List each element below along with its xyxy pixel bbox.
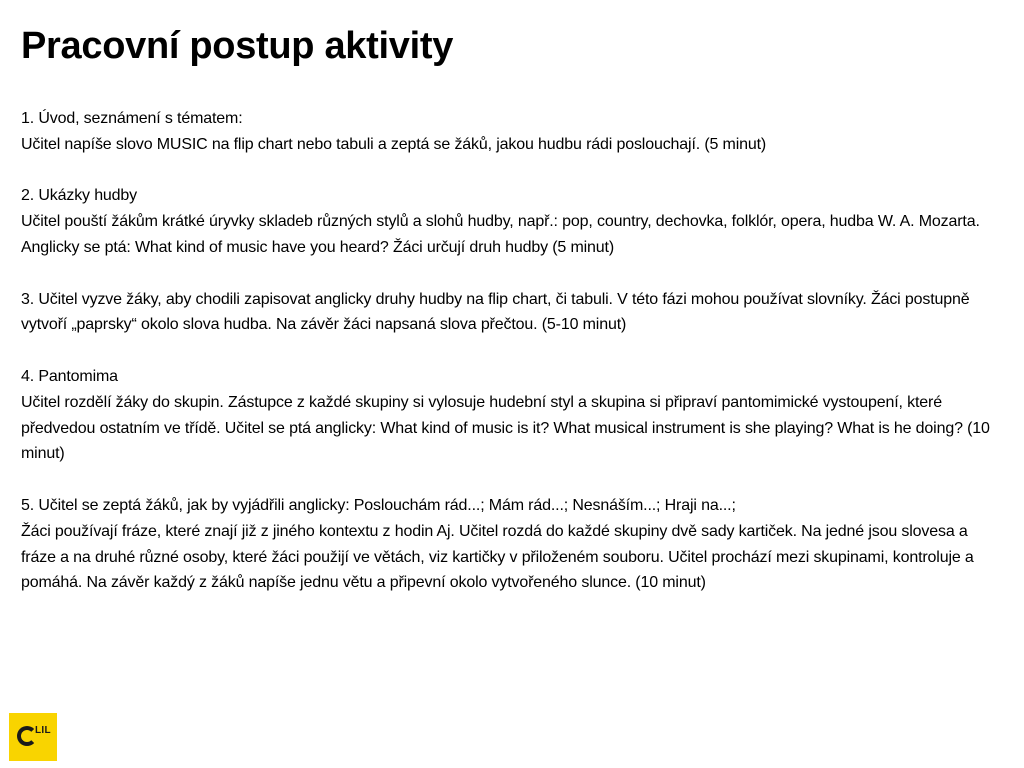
step-5: [21, 493, 1001, 596]
content-body: [21, 106, 1001, 596]
step-3: [21, 287, 1001, 339]
spacer: [21, 338, 1001, 364]
step-5-text: Žáci používají fráze, které znají již z jiného kontextu z hodin Aj. Učitel rozdá do každé skupiny dvě sady kartiček. Na jedné jsou slovesa a fráze a na druhé různé osoby, které žáci použijí ve větách, viz kartičky v přiloženém souboru. Učitel prochází mezi skupinami, kontroluje a pomáhá. Na závěr každý z žáků napíše jednu větu a připevní okolo vytvořeného slunce. (10 minut): [21, 522, 974, 592]
spacer: [21, 467, 1001, 493]
step-2: [21, 183, 1001, 260]
page-title: Pracovní postup aktivity: [21, 25, 454, 67]
step-2-text: Učitel pouští žákům krátké úryvky skladeb různých stylů a slohů hudby, např.: pop, country, dechovka, folklór, opera, hudba W. A. Mozarta. Anglicky se ptá: What kind of music have you heard? Žáci určují druh hudby (5 minut): [21, 213, 980, 256]
step-4-text: Učitel rozdělí žáky do skupin. Zástupce z každé skupiny si vylosuje hudební styl a skupina si připraví pantomimické vystoupení, které předvedou ostatním ve třídě. Učitel se ptá anglicky: What kind of music is it? What musical instrument is she playing? What is he doing? (10 minut): [21, 393, 990, 463]
clil-logo: [9, 713, 57, 761]
step-3-text: 3. Učitel vyzve žáky, aby chodili zapisovat anglicky druhy hudby na flip chart, či tabuli. V této fázi mohou používat slovníky. Žáci postupně vytvoří „paprsky“ okolo slova hudba. Na závěr žáci napsaná slova přečtou. (5-10 minut): [21, 290, 970, 334]
step-1-heading: 1. Úvod, seznámení s tématem:: [21, 110, 243, 127]
step-4-heading: 4. Pantomima: [21, 367, 118, 385]
clil-logo-text: LIL: [35, 725, 51, 736]
step-5-heading: 5. Učitel se zeptá žáků, jak by vyjádřili anglicky: Poslouchám rád...; Mám rád...; Nesnáším...; Hraji na...;: [21, 496, 736, 514]
step-1-text: Učitel napíše slovo MUSIC na flip chart nebo tabuli a zeptá se žáků, jakou hudbu rádi poslouchají. (5 minut): [21, 135, 767, 153]
spacer: [21, 261, 1001, 287]
clil-logo-icon: [17, 726, 37, 746]
step-2-heading: 2. Ukázky hudby: [21, 187, 138, 205]
step-1: [21, 106, 1001, 158]
spacer: [21, 158, 1001, 184]
step-4: [21, 364, 1001, 467]
